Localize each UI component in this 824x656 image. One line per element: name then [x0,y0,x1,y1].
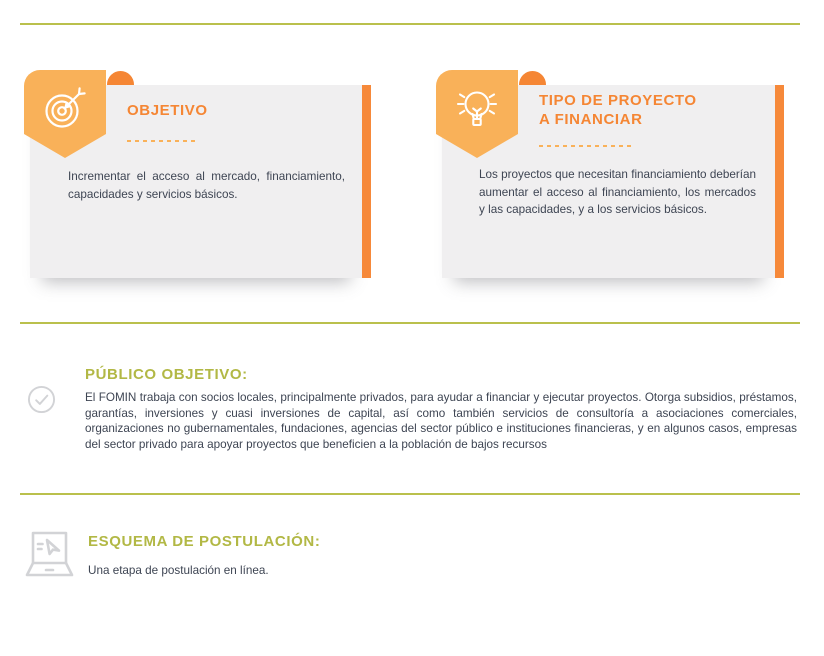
card-accent-bar [775,85,784,278]
esquema-postulacion-heading: ESQUEMA DE POSTULACIÓN: [88,533,321,550]
bulb-icon [452,85,502,131]
section-divider-top [20,23,800,25]
esquema-postulacion-text: Una etapa de postulación en línea. [88,564,269,577]
title-underline-dashed [127,140,199,142]
title-underline-dashed [539,145,632,147]
publico-objetivo-text: El FOMIN trabaja con socios locales, principalmente privados, para ayudar a financiar y ejecutar proyectos. Otorga subsidios, préstamos, garantías, inversiones y cuasi inversiones de capital, así como también servicios de consultoría a asociaciones comerciales, organizaciones no gubernamentales, fundaciones, agencias del sector público e instituciones financieras, y en algunos casos, empresas del sector privado para apoyar proyectos que beneficien a la población de bajos recursos [85,391,797,451]
target-icon [42,85,88,131]
section-divider-middle [20,322,800,324]
publico-objetivo-heading: PÚBLICO OBJETIVO: [85,366,248,383]
section-divider-bottom [20,493,800,495]
card-body-text: Incrementar el acceso al mercado, financiamiento, capacidades y servicios básicos. [68,170,345,201]
laptop-icon [25,530,75,582]
card-title: TIPO DE PROYECTO A FINANCIAR [539,92,697,128]
card-badge [436,70,518,158]
card-accent-bar [362,85,371,278]
card-badge [24,70,106,158]
check-circle-icon [27,385,56,414]
card-body-text: Los proyectos que necesitan financiamiento deberían aumentar el acceso al financiamiento, los mercados y las capacidades, y a los servicios básicos. [479,168,756,216]
card-title: OBJETIVO [127,102,208,119]
